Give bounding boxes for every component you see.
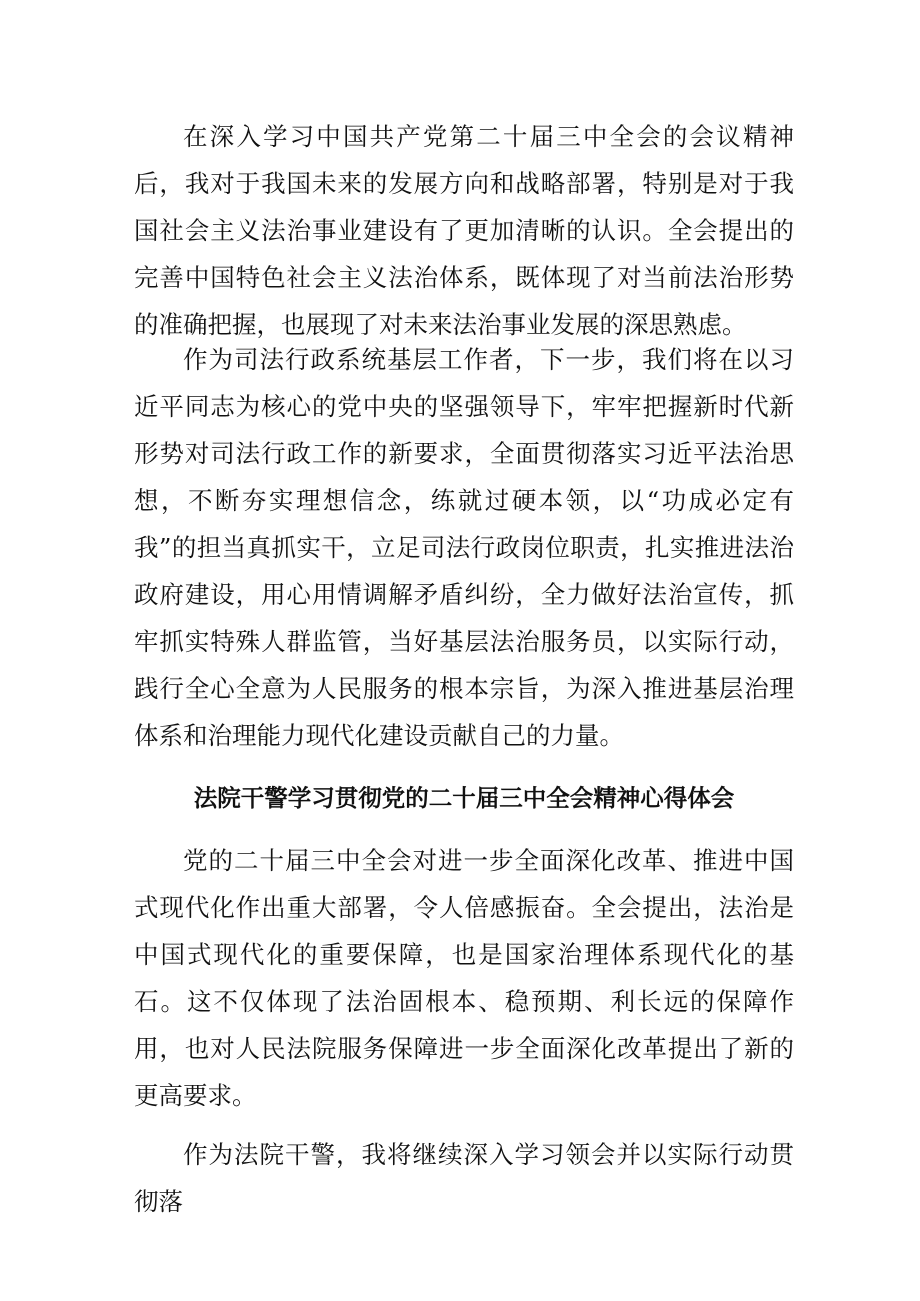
paragraph-2: 作为司法行政系统基层工作者，下一步，我们将在以习近平同志为核心的党中央的坚强领导下，牢牢把握新时代新形势对司法行政工作的新要求，全面贯彻落实习近平法治思想，不断夯实理想信念，练就过硬本领，以“功成必定有我”的担当真抓实干，立足司法行政岗位职责，扎实推进法治政府建设，用心用情调解矛盾纠纷，全力做好法治宣传，抓牢抓实特殊人群监管，当好基层法治服务员，以实际行动，践行全心全意为人民服务的根本宗旨，为深入推进基层治理体系和治理能力现代化建设贡献自己的力量。	[134, 345, 794, 750]
section-paragraph-2: 作为法院干警，我将继续深入学习领会并以实际行动贯彻落	[134, 1140, 794, 1216]
section-title: 法院干警学习贯彻党的二十届三中全会精神心得体会	[193, 784, 735, 812]
paragraph-1: 在深入学习中国共产党第二十届三中全会的会议精神后，我对于我国未来的发展方向和战略部署，特别是对于我国社会主义法治事业建设有了更加清晰的认识。全会提出的完善中国特色社会主义法治体系，既体现了对当前法治形势的准确把握，也展现了对未来法治事业发展的深思熟虑。	[134, 122, 794, 339]
section-paragraph-1: 党的二十届三中全会对进一步全面深化改革、推进中国式现代化作出重大部署，令人倍感振奋。全会提出，法治是中国式现代化的重要保障，也是国家治理体系现代化的基石。这不仅体现了法治固根本、稳预期、利长远的保障作用，也对人民法院服务保障进一步全面深化改革提出了新的更高要求。	[134, 846, 794, 1110]
